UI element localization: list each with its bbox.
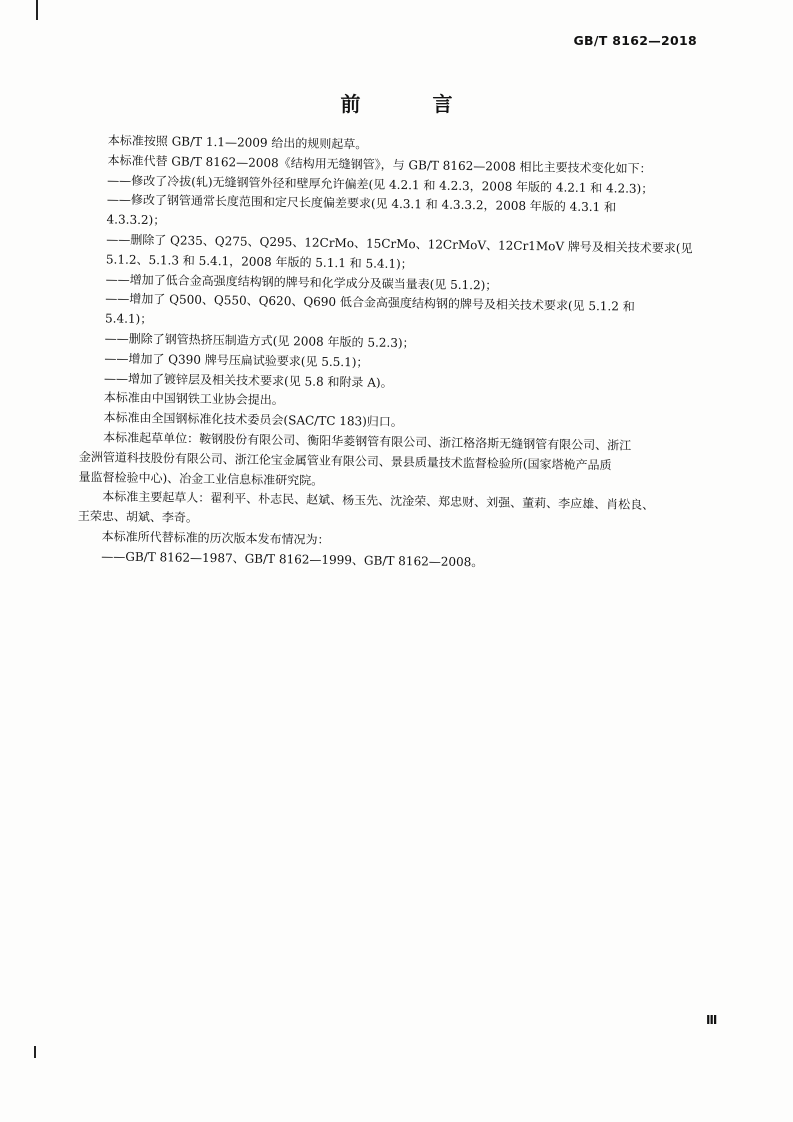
change-item-continued: 5.4.1)； [104,311,153,327]
change-item: ——增加了 Q390 牌号压扁试验要求(见 5.5.1)； [104,351,369,370]
scan-edge-mark [36,0,38,20]
paragraph-history-intro: 本标准所代替标准的历次版本发布情况为： [101,529,330,547]
change-item: ——增加了 Q500、Q550、Q620、Q690 低合金高强度结构钢的牌号及相关技术要求(见 5.1.2 和 [105,291,635,315]
page-number: Ⅲ [706,1013,718,1027]
paragraph-proposer: 本标准由中国钢铁工业协会提出。 [103,390,284,408]
change-item: ——增加了低合金高强度结构钢的牌号和化学成分及碳当量表(见 5.1.2)； [105,271,498,293]
paragraph-drafting-units-continued: 金洲管道科技股份有限公司、浙江伦宝金属管业有限公司、景县质量技术监督检验所(国家塔桅产品质 [78,449,612,473]
change-item: ——删除了 Q235、Q275、Q295、12CrMo、15CrMo、12CrMoV、12Cr1MoV 牌号及相关技术要求(见 [106,232,693,256]
paragraph-drafting-units: 本标准起草单位：鞍钢股份有限公司、衡阳华菱钢管有限公司、浙江格洛斯无缝钢管有限公司、浙江 [103,430,632,453]
change-item: ——删除了钢管热挤压制造方式(见 2008 年版的 5.2.3)； [104,331,415,351]
scan-edge-mark [34,1046,36,1058]
paragraph-drafting-rules: 本标准按照 GB/T 1.1—2009 给出的规则起草。 [107,133,368,152]
standard-id: GB/T 8162—2018 [573,33,697,48]
paragraph-administrator: 本标准由全国钢标准化技术委员会(SAC/TC 183)归口。 [103,410,403,430]
change-item-continued: 4.3.3.2)； [106,212,166,228]
change-item: ——修改了冷拔(轧)无缝钢管外径和壁厚允许偏差(见 4.2.1 和 4.2.3，2008 年版的 4.2.1 和 4.2.3)； [107,172,654,196]
paragraph-drafters: 本标准主要起草人：翟利平、朴志民、赵斌、杨玉先、沈淦荣、郑忠财、刘强、董莉、李应雄、肖松良、 [102,489,655,513]
paragraph-drafters-continued: 王荣忠、胡斌、李奇。 [77,509,199,525]
foreword-body [77,131,714,576]
page-title: 前 言 [340,92,479,116]
change-item: ——修改了钢管通常长度范围和定尺长度偏差要求(见 4.3.1 和 4.3.3.2，2008 年版的 4.3.1 和 [106,192,617,215]
paragraph-drafting-units-continued: 量监督检验中心)、冶金工业信息标准研究院。 [78,469,324,488]
history-item: ——GB/T 8162—1987、GB/T 8162—1999、GB/T 8162—2008。 [101,549,484,570]
paragraph-replaces: 本标准代替 GB/T 8162—2008《结构用无缝钢管》，与 GB/T 8162—2008 相比主要技术变化如下： [107,153,652,176]
change-item: ——增加了镀锌层及相关技术要求(见 5.8 和附录 A)。 [104,370,393,390]
change-item-continued: 5.1.2、5.1.3 和 5.4.1，2008 年版的 5.1.1 和 5.4.1)； [105,252,413,271]
